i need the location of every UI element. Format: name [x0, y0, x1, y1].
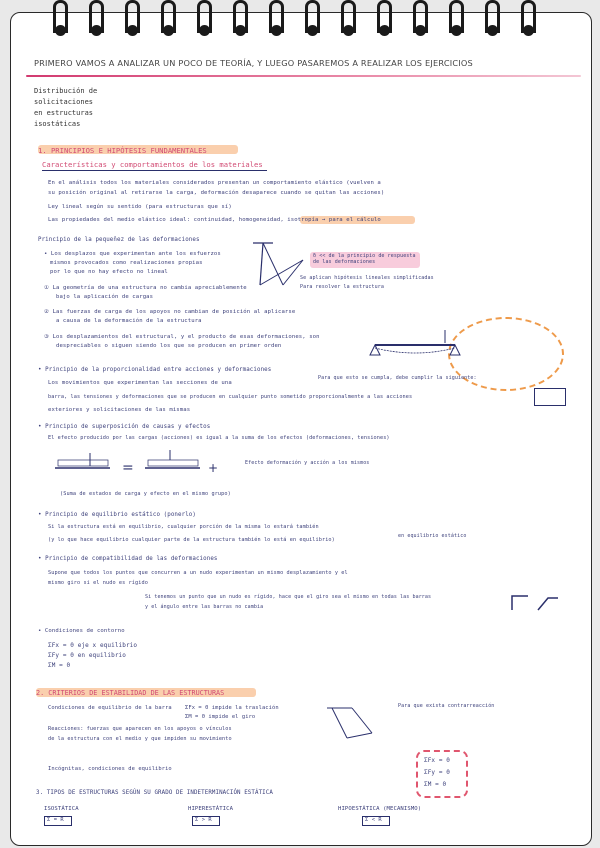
text-line: de la estructura con el medio y que impiden su movimiento: [48, 736, 232, 742]
ring-icon: [269, 0, 284, 33]
text-line: Ley lineal según su sentido (para estructuras que sí): [48, 204, 232, 210]
ring-icon: [377, 0, 392, 33]
spiral-binding: [0, 0, 600, 40]
text-line: • Los desplazos que experimentan ante los esfuerzos: [44, 251, 221, 257]
text-line: El efecto producido por las cargas (acciones) es igual a la suma de los efectos (deformaciones, tensiones): [48, 435, 390, 441]
text-line: ③ Los desplazamientos del estructural, y el producto de esas deformaciones, son: [44, 334, 320, 340]
text-line: Reacciones: fuerzas que aparecen en los apoyos o vínculos: [48, 726, 232, 732]
principle-heading: • Condiciones de contorno: [38, 628, 125, 634]
beam-diagram: [370, 330, 460, 365]
text-line: (Suma de estados de carga y efecto en el mismo grupo): [60, 491, 231, 497]
ring-icon: [125, 0, 140, 33]
text-line: barra, las tensiones y deformaciones que se producen en cualquier punto sometido proporcionalmente a las acciones: [48, 394, 413, 400]
section-heading: 1. PRINCIPIOS E HIPÓTESIS FUNDAMENTALES: [38, 146, 207, 155]
type-label: ISOSTÁTICA: [44, 806, 79, 812]
page-header: PRIMERO VAMOS A ANALIZAR UN POCO DE TEORÍA, Y LUEGO PASAREMOS A REALIZAR LOS EJERCICIOS: [34, 58, 473, 68]
text-line: exteriores y solicitaciones de las mismas: [48, 407, 191, 413]
note: en equilibrio estático: [398, 533, 467, 539]
text-line: despreciables o siguen siendo los que se producen en primer orden: [56, 343, 282, 349]
superposition-diagram: [50, 448, 250, 488]
equation: ΣFy = 0: [424, 769, 450, 776]
svg-text:=: =: [122, 460, 134, 476]
ring-icon: [197, 0, 212, 33]
text-line: Si la estructura está en equilibrio, cualquier porción de la misma lo estará también: [48, 524, 319, 530]
text-line: su posición original al retirarse la carga, deformación desaparece cuando se quitan las acciones): [48, 190, 385, 196]
note: Se aplican hipótesis lineales simplificadas: [300, 275, 434, 281]
principle-heading: • Principio de la proporcionalidad entre acciones y deformaciones: [38, 367, 272, 373]
note: Si tenemos un punto que un nudo es rígido, hace que el giro sea el mismo en todas las barras: [145, 594, 432, 600]
text-line: En el análisis todos los materiales considerados presentan un comportamiento elástico (vuelven a: [48, 180, 381, 186]
title-line: en estructuras: [34, 109, 94, 117]
structure-diagram: [322, 698, 382, 743]
equation: Σ > R: [195, 817, 212, 823]
note: Efecto deformación y acción a los mismos: [245, 460, 370, 466]
note: Para resolver la estructura: [300, 284, 384, 290]
title-block: [34, 86, 97, 130]
text-line: ① La geometría de una estructura no cambia apreciablemente: [44, 285, 247, 291]
ring-icon: [89, 0, 104, 33]
section-heading: 2. CRITERIOS DE ESTABILIDAD DE LAS ESTRUCTURAS: [36, 689, 225, 697]
equation: ΣM = 0: [424, 781, 447, 788]
equation: Σ < R: [365, 817, 382, 823]
ring-icon: [521, 0, 536, 33]
equation: ΣFx = 0 eje x equilibrio: [48, 642, 138, 649]
equation: ΣFy = 0 en equilibrio: [48, 652, 126, 659]
text-line: (y lo que hace equilibrio cualquier parte de la estructura también lo está en equilibrio): [48, 537, 335, 543]
text-line: mismo giro si el nudo es rígido: [48, 580, 148, 586]
ring-icon: [341, 0, 356, 33]
text-line: Las propiedades del medio elástico ideal: continuidad, homogeneidad, isotropía → para el cálculo: [48, 217, 381, 223]
principle-heading: • Principio de equilibrio estático (ponerlo): [38, 512, 196, 518]
equation: ΣFx = 0: [424, 757, 450, 764]
equation: Σ = R: [47, 817, 64, 823]
text-line: bajo la aplicación de cargas: [56, 294, 154, 300]
deformation-diagram: [248, 240, 308, 295]
ring-icon: [233, 0, 248, 33]
header-divider: [26, 75, 581, 77]
ring-icon: [449, 0, 464, 33]
principle-heading: • Principio de superposición de causas y efectos: [38, 424, 211, 430]
joint-diagram: [510, 592, 560, 612]
title-line: isostáticas: [34, 120, 81, 128]
equation: ΣM = 0 impide el giro: [185, 714, 256, 720]
svg-text:+: +: [208, 461, 219, 475]
principle-heading: Principio de la pequeñez de las deformaciones: [38, 237, 200, 243]
title-line: solicitaciones: [34, 98, 94, 106]
note: Para que esto se cumpla, debe cumplir la siguiente:: [318, 375, 477, 381]
text-line: mismos provocados como realizaciones propias: [50, 260, 203, 266]
ring-icon: [305, 0, 320, 33]
underline: [42, 170, 267, 171]
ring-icon: [53, 0, 68, 33]
title-line: Distribución de: [34, 87, 98, 95]
sub-heading: Características y comportamientos de los materiales: [42, 160, 263, 169]
type-label: HIPOESTÁTICA (MECANISMO): [338, 806, 422, 812]
ring-icon: [413, 0, 428, 33]
note: y el ángulo entre las barras no cambia: [145, 604, 264, 610]
note: Para que exista contrarreacción: [398, 703, 495, 709]
ring-icon: [161, 0, 176, 33]
text-line: Los movimientos que experimentan las secciones de una: [48, 380, 232, 386]
text-line: por lo que no hay efecto no lineal: [50, 269, 168, 275]
text-line: Condiciones de equilibrio de la barra: [48, 705, 172, 711]
equation: ΣM = 0: [48, 662, 71, 669]
ratio-box: [534, 388, 566, 406]
text-line: Incógnitas, condiciones de equilibrio: [48, 766, 172, 772]
text-line: a causa de la deformación de la estructura: [56, 318, 202, 324]
text-line: Supone que todos los puntos que concurren a un nudo experimentan un mismo desplazamiento y el: [48, 570, 348, 576]
principle-heading: • Principio de compatibilidad de las deformaciones: [38, 556, 218, 562]
text-line: ② Las fuerzas de carga de los apoyos no cambian de posición al aplicarse: [44, 309, 296, 315]
note: δ << de la principio de respuesta de las deformaciones: [313, 253, 416, 265]
equation: ΣFx = 0 impide la traslación: [185, 705, 279, 711]
section-heading: 3. TIPOS DE ESTRUCTURAS SEGÚN SU GRADO DE INDETERMINACIÓN ESTÁTICA: [36, 790, 273, 796]
ring-icon: [485, 0, 500, 33]
type-label: HIPERESTÁTICA: [188, 806, 234, 812]
